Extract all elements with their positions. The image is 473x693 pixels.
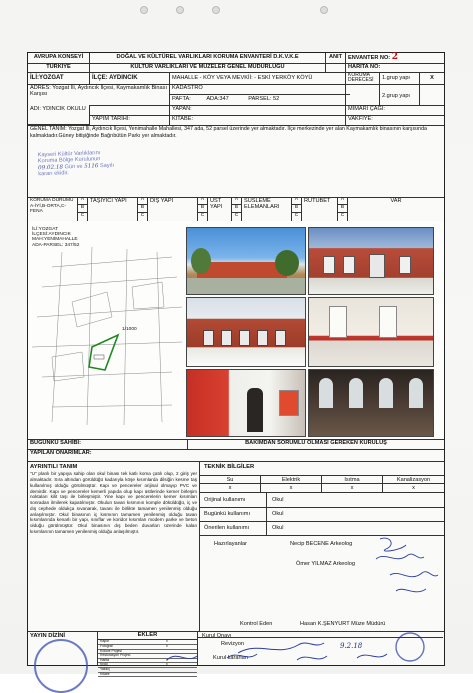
builder-label: YAPAN: [170, 105, 346, 115]
tasiyici-label: TAŞIYICI YAPI [88, 197, 138, 221]
stamp-date: 09.02.18 [38, 164, 64, 172]
stamp-number: 5116 [84, 163, 99, 170]
var-label: VAR [390, 198, 402, 204]
map-no-label: HARİTA NO: [348, 64, 381, 70]
preparer-2: Ömer YILMAZ Arkeolog [296, 561, 355, 567]
photo-window [323, 256, 335, 274]
controller-name: Hasan K.ŞENYURT Müze Müdürü [300, 621, 386, 627]
utilities-table [200, 475, 444, 493]
annex-name: Fotoğraf [100, 644, 113, 648]
letter-a: A [78, 197, 87, 205]
signatures-block [200, 535, 444, 631]
neighborhood: MAHALLE - KÖY VEYA MEVKİİ: - ESKİ YERKÖY KÖYÜ [170, 72, 346, 84]
stamp-line: Sayılı [99, 162, 115, 169]
detail-text: "U" planlı bir yapıya sahip olan okul binası tek katlı koma çatılı olup, 2 giriş yer almaktadır. Sıra altından görüldüğü kadarıyla köşe kısımlarda dilsiğin kesme taş kullanılmış olduğu görülmüştür. Kapı ve pencereler orijinal olmayıp PVC ve demirdir. Kapı ve pencereler kemerli yapıda olup kapı üstlerinde kemer birleşim noktaları kilit taşı ile birleşmiştir. Yine kapı ve pencerelerin kemer kısımları sonradan ilmilerek kapatılmıştır. Okulun tavan kısmının komple döküldüğü, iç ve dış cephede oldukça sıvanarak, tavanı ile birlikte tamamen yenilenmiş olduğu anlaşılmıştır. Okul binasının iç kısmının tamamen yenilenmiş olduğu tavan kısımlarında kenarlı bir yapı, sınıflar ve koridor kısımları modern parke ve beton olduğu görülmüştür. Okul binasının dış beden duvarları üzerinde kalan kısımlarının tamamen yenilenmiş olduğu anlaşılmıştır. [30, 471, 197, 534]
stamp-line: Gün ve [64, 163, 83, 171]
photo-window [257, 330, 268, 346]
punch-hole [212, 6, 220, 14]
photo-window [275, 330, 286, 346]
annex-name: Rölöve Projesi [100, 648, 122, 653]
proposed-use-row [200, 521, 444, 536]
proposed-use-label: Önerilen kullanımı [204, 525, 250, 531]
approval-label: Kurul Onayı [202, 633, 232, 639]
letter-c: C [234, 213, 239, 218]
blank-cell [90, 105, 170, 115]
map-drawing [32, 247, 182, 427]
repairs-label: YAPILAN ONARIMLAR: [30, 450, 92, 456]
inventory-no [346, 53, 444, 63]
letter-b: B [292, 205, 301, 213]
anit-label: ANIT [326, 53, 346, 63]
condition-row [28, 197, 444, 222]
map-scale: 1/1000 [122, 327, 137, 332]
site-map [32, 227, 182, 435]
degree-label: KORUMA DERECESİ [346, 72, 380, 84]
photo-corridor [308, 297, 434, 367]
annex-mark: x [166, 657, 168, 662]
current-use-label: Bugünkü kullanımı [204, 511, 251, 517]
ust-yapi-label: ÜST YAPI [208, 197, 232, 221]
district: İLÇE: AYDINCIK [90, 72, 170, 84]
inventory-no-value: 2 [391, 52, 398, 62]
general-description: GENEL TANIM: Yozgat İli, Aydıncık İlçesi, Yenimahalle Mahallesi, 347 ada, 52 parsel üzerinde yer almaktadır. İlçe merkezinde yer alan Kaymakamlık binasının karşısında kalmaktadır.Güney bitişiğinde Bağrıbütün Parkı yer almaktadır. [30, 126, 427, 139]
dis-yapi-label: DIŞ YAPI [148, 197, 198, 221]
letter-a: A [338, 197, 347, 205]
map-label: MAH:YENİMAHALLE [32, 237, 78, 243]
control-label: Kontrol Eden [240, 621, 273, 627]
stamp-line: Koruma Bölge Kurulunun [37, 156, 101, 165]
annex-name: Rapor [100, 639, 110, 644]
official-seal [34, 639, 88, 693]
utility-header-sewer: Kanalizasyon [383, 476, 444, 484]
utility-header-water: Su [200, 476, 261, 484]
address: ADRES: Yozgat İli, Aydıncık İlçesi, Kaymakamlık Binası Karşısı [28, 84, 170, 105]
council-stamp [38, 150, 115, 178]
tech-title: TEKNİK BİLGİLER [204, 464, 255, 470]
owner-label: BUGÜNKÜ SAHİBİ: [28, 439, 188, 449]
grade1-mark: X [430, 75, 434, 81]
photo-sign [279, 390, 299, 416]
annex-name: Kroki [100, 662, 108, 667]
photo-exterior-street [186, 227, 306, 295]
letter-b: B [138, 205, 147, 213]
inventory-form [27, 52, 445, 676]
letter-c: C [294, 213, 299, 218]
rutubet-label: RUTUBET [302, 197, 338, 221]
original-use-value: Okul [272, 497, 284, 503]
publication-block [28, 631, 98, 665]
letter-b: B [78, 205, 87, 213]
photo-window [203, 330, 214, 346]
maintenance-label: BAKIMDAN SORUMLU OLMASI GEREKEN KURULUŞ [245, 440, 387, 446]
divider [266, 493, 267, 507]
cadastre-label: KADASTRO [172, 85, 203, 91]
detail-block [28, 461, 200, 631]
vakfiye-label: VAKFİYE: [348, 116, 373, 122]
detail-row [28, 461, 444, 632]
annex-mark: x [166, 662, 168, 667]
photo-tree [275, 250, 299, 276]
preparer-1: Necip BECENE Arkeolog [290, 541, 353, 547]
detail-title: AYRINTILI TANIM [30, 464, 78, 470]
photo-window [239, 330, 250, 346]
decision-label: Kurul kararları [213, 655, 249, 661]
utility-mark-electric: x [261, 484, 322, 492]
built-label: YAPIM TARİHİ: [90, 115, 170, 125]
condition-letters [198, 197, 208, 221]
approval-date: 9.2.18 [340, 642, 363, 650]
annex-name: Yakılıç [100, 666, 110, 671]
condition-letters [292, 197, 302, 221]
map-label: İLÇESİ:AYDINCIK [32, 232, 71, 238]
letter-c: C [340, 213, 345, 218]
original-use-row [200, 493, 444, 508]
prepared-label: Hazırlayanlar [214, 541, 247, 547]
letter-b: B [232, 205, 241, 213]
photo-door [369, 254, 385, 278]
annex-label: EKLER [98, 631, 197, 640]
map-label: İLİ:YOZGAT [32, 227, 59, 232]
divider [266, 521, 267, 535]
utility-mark-heating: x [322, 484, 383, 492]
utility-mark-sewer: x [412, 485, 415, 491]
photo-window [379, 378, 393, 408]
stamp-line: kararı ekidir. [38, 170, 69, 178]
photo-hall-windows [308, 369, 434, 437]
letter-a: A [138, 197, 147, 205]
photo-window [319, 378, 333, 408]
building-name: ADI: YDINCIK OKULU [28, 105, 90, 125]
map-labels [32, 227, 182, 248]
condition-letters [232, 197, 242, 221]
punch-hole [176, 6, 184, 14]
photo-window [343, 256, 355, 274]
utility-header-heating: Isıtma [322, 476, 383, 484]
punch-hole [140, 6, 148, 14]
form-subtitle: KÜLTÜR VARLIKLARI VE MÜZELER GENEL MÜDÜRLÜĞÜ [90, 63, 326, 72]
parsel-label: PARSEL: 52 [248, 96, 280, 102]
grade2: 2.grup yapı [380, 84, 420, 105]
photo-ground [187, 278, 305, 294]
condition-letters [78, 197, 88, 221]
signature-marks [200, 535, 444, 631]
letter-c: C [200, 213, 205, 218]
utility-header-electric: Elektrik [261, 476, 322, 484]
original-use-label: Orijinal kullanımı [204, 497, 246, 503]
annex-mark: x [166, 644, 168, 648]
country-label: TÜRKİYE [28, 63, 90, 72]
punch-hole [320, 6, 328, 14]
letter-a: A [292, 197, 301, 205]
general-row [28, 125, 444, 198]
revision-label: Revizyon [221, 641, 245, 647]
decision-signatures [167, 650, 413, 677]
grade1: 1.grup yapı [380, 72, 420, 84]
condition-label: KORUMA DURUMU A-İYİ,B-ORTA,C-FENA [28, 197, 78, 221]
letter-c: C [80, 213, 85, 218]
condition-letters [338, 197, 348, 221]
cadastre-block [170, 84, 346, 105]
photo-courtyard [308, 227, 434, 295]
annex-name: Harita [100, 657, 110, 662]
publication-label: YAYIN DİZİNİ [30, 633, 66, 639]
susleme-label: SÜSLEME ELEMANLARI [242, 197, 292, 221]
condition-letters [138, 197, 148, 221]
divider [266, 507, 267, 521]
photo-window [399, 256, 411, 274]
letter-b: B [198, 205, 207, 213]
media-row [28, 221, 444, 440]
inscription-label: KİTABE: [170, 115, 346, 125]
utility-mark-water: x [200, 484, 261, 492]
photo-window [409, 378, 423, 408]
annex-name: Kitabe [100, 671, 110, 676]
tech-block [200, 461, 444, 631]
photo-window [221, 330, 232, 346]
letter-c: C [140, 213, 145, 218]
address-row [28, 84, 444, 106]
photo-facade-snow [186, 297, 306, 367]
blank-cell [346, 84, 380, 105]
letter-b: B [338, 205, 347, 213]
grade2-mark [420, 84, 444, 105]
letter-a: A [198, 197, 207, 205]
inventory-no-label: ENVANTER NO: [348, 55, 391, 61]
photo-door [379, 306, 397, 338]
photo-person [247, 388, 263, 432]
revision-block [197, 637, 443, 665]
current-use-row [200, 507, 444, 522]
annex-name: Restorasyon Projesi [100, 653, 131, 658]
council-label: AVRUPA KONSEYİ [28, 53, 90, 63]
blank-cell [326, 63, 346, 72]
letter-a: A [232, 197, 241, 205]
stamp-line: Kayseri Kültür Varlıklarını [37, 150, 101, 159]
architect-label: MİMARI ÇAĞI: [348, 106, 385, 112]
province: İLİ:YOZGAT [28, 72, 90, 84]
ada-label: ADA:347 [206, 96, 229, 102]
photo-interior-door [186, 369, 306, 437]
pafta-row [170, 94, 350, 103]
proposed-use-value: Okul [272, 525, 284, 531]
pafta-label: PAFTA: [172, 96, 191, 102]
current-use-value: Okul [272, 511, 284, 517]
photo-tree [191, 248, 211, 274]
annex-mark: x [166, 639, 168, 644]
photo-window [349, 378, 363, 408]
map-label: ADA-PARSEL: 347/52 [32, 242, 80, 248]
photo-door [329, 306, 347, 338]
form-title: DOĞAL VE KÜLTÜREL VARLIKLARI KORUMA ENVANTERİ D.K.V.K.E [90, 53, 326, 63]
